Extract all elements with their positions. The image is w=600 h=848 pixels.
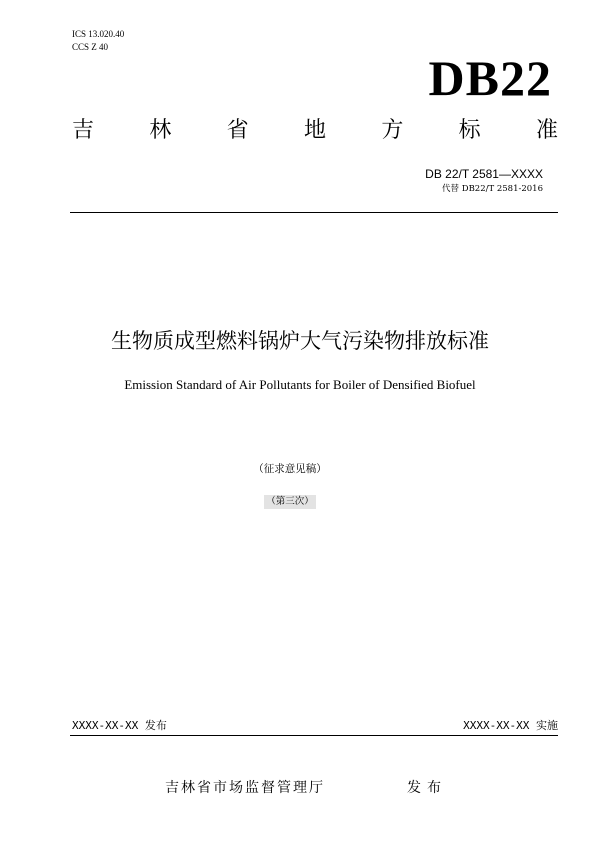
ics-code: ICS 13.020.40	[72, 29, 125, 39]
level-char: 方	[381, 118, 404, 143]
level-char: 地	[303, 118, 326, 143]
standard-level-title	[72, 117, 558, 145]
draft-round-wrapper	[200, 489, 380, 509]
footer-divider	[70, 735, 558, 736]
level-char: 吉	[72, 118, 95, 143]
implement-date: XXXX-XX-XX 实施	[463, 719, 558, 732]
issuing-authority: 吉林省市场监督管理厅	[165, 780, 325, 796]
standard-number: DB 22/T 2581—XXXX	[425, 167, 543, 181]
ics-classification-block	[72, 28, 124, 54]
level-char: 林	[149, 118, 172, 143]
ccs-code: CCS Z 40	[72, 42, 109, 52]
document-title-english: Emission Standard of Air Pollutants for Boiler of Densified Biofuel	[124, 377, 476, 392]
db22-logo: DB22	[428, 50, 552, 106]
publish-date: XXXX-XX-XX 发布	[72, 719, 167, 732]
issue-label: 发布	[407, 780, 447, 796]
draft-status: （征求意见稿）	[253, 463, 327, 475]
level-char: 标	[458, 118, 481, 143]
level-char: 省	[226, 118, 249, 143]
draft-round: （第三次）	[266, 496, 314, 507]
level-char: 准	[535, 118, 558, 143]
header-divider	[70, 212, 558, 213]
document-title-chinese: 生物质成型燃料锅炉大气污染物排放标准	[111, 329, 489, 353]
replaces-standard: 代替 DB22/T 2581-2016	[442, 184, 543, 194]
